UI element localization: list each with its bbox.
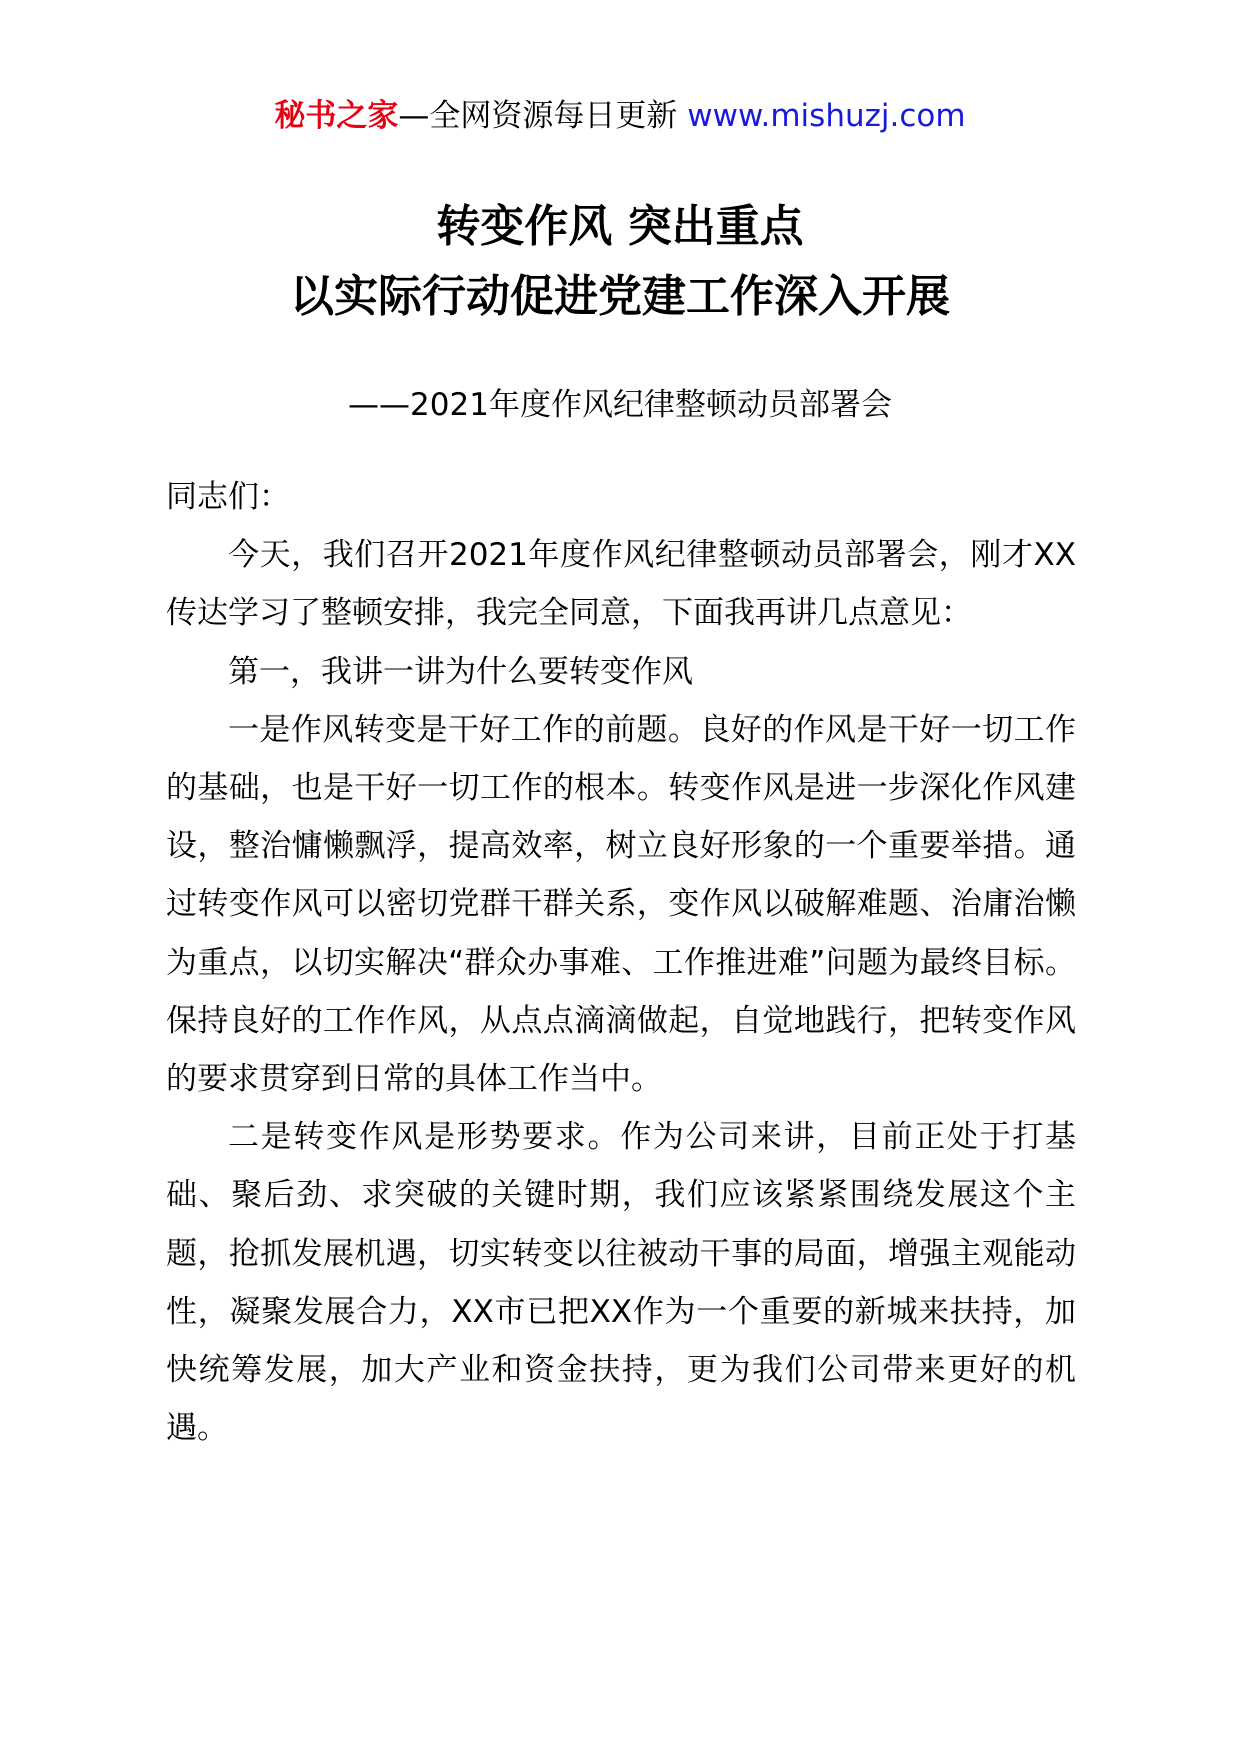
title-line-2: 以实际行动促进党建工作深入开展 [290, 271, 950, 322]
brand-name: 秘书之家 [274, 98, 399, 134]
document-subtitle: ——2021年度作风纪律整顿动员部署会 [348, 387, 892, 423]
body-paragraph: 二是转变作风是形势要求。作为公司来讲，目前正处于打基础、聚后劲、求突破的关键时期，我们应该紧紧围绕发展这个主题，抢抓发展机遇，切实转变以往被动干事的局面，增强主观能动性，凝聚发展合力，XX市已把XX作为一个重要的新城来扶持，加快统筹发展，加大产业和资金扶持，更为我们公司带来更好的机遇。 [166, 1119, 1076, 1447]
body-paragraph: 一是作风转变是干好工作的前题。良好的作风是干好一切工作的基础，也是干好一切工作的根本。转变作风是进一步深化作风建设，整治慵懒飘浮，提高效率，树立良好形象的一个重要举措。通过转变作风可以密切党群干群关系，变作风以破解难题、治庸治懒为重点，以切实解决“群众办事难、工作推进难”问题为最终目标。保持良好的工作作风，从点点滴滴做起，自觉地践行，把转变作风的要求贯穿到日常的具体工作当中。 [166, 711, 1076, 1098]
body-paragraph: 今天，我们召开2021年度作风纪律整顿动员部署会，刚才XX传达学习了整顿安排，我完全同意，下面我再讲几点意见： [166, 537, 1076, 632]
title-line-1: 转变作风 突出重点 [436, 201, 804, 252]
header-tagline: —全网资源每日更新 [398, 98, 678, 134]
document-body [166, 468, 1076, 1457]
page-header [0, 96, 1240, 136]
site-url-link[interactable]: www.mishuzj.com [687, 98, 966, 134]
salutation: 同志们： [166, 479, 290, 515]
section-heading: 第一，我讲一讲为什么要转变作风 [228, 653, 693, 690]
document-title [0, 192, 1240, 332]
